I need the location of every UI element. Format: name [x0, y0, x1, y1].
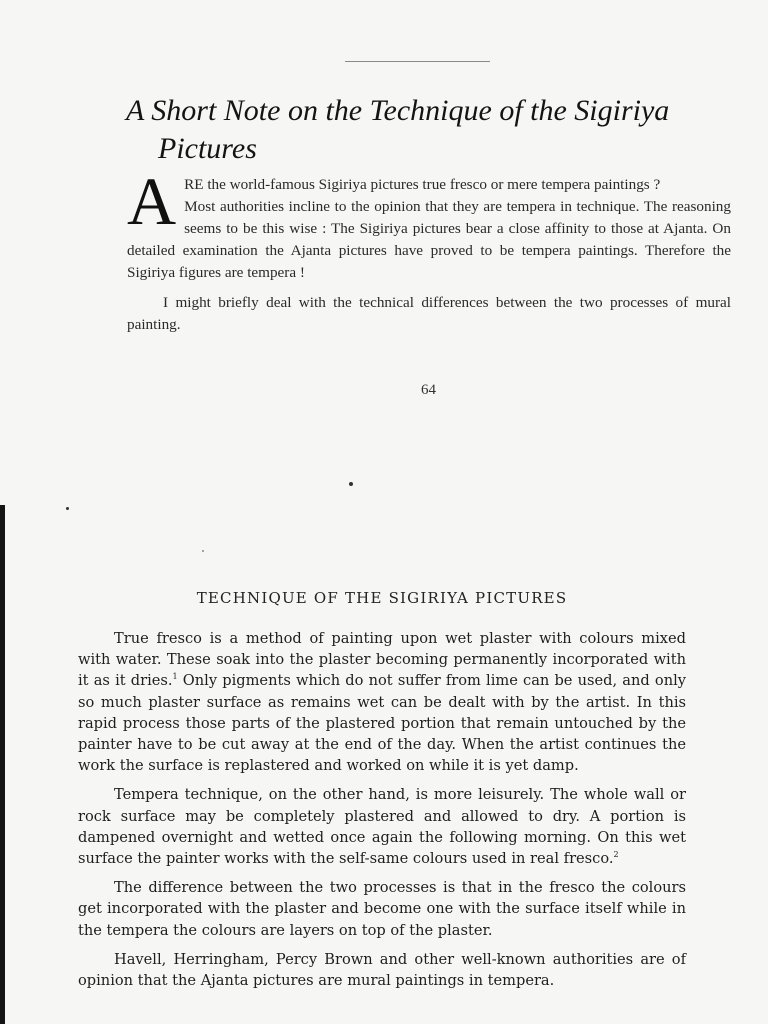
paragraph-2: Most authorities incline to the opinion that they are tempera in technique. The reasoning seems to be this wise : The Sigiriya pictures bear a close affinity to those at Ajanta. On detailed examination the Ajanta pictures have proved to be tempera paintings. Therefore the Sigiriya figures are tempera ! [127, 198, 731, 281]
page-number: 64 [421, 382, 436, 398]
section-title: TECHNIQUE OF THE SIGIRIYA PICTURES [196, 589, 568, 607]
paragraph-difference: The difference between the two processes is that in the fresco the colours get incorporated with the plaster and become one with the surface itself while in the tempera the colours are layers on top of the plaster. [78, 879, 686, 939]
footnote-marker: 2 [613, 850, 619, 860]
title-line-2: Pictures [158, 132, 257, 165]
ink-speck [66, 507, 69, 510]
page2-body [78, 628, 686, 999]
paragraph-fresco-text-b: Only pigments which do not suffer from lime can be used, and only so much plaster surface as remains wet can be dealt with by the artist. In this rapid process those parts of the plastered portion that remain untouched by the painter have to be cut away at the end of the day. When the artist continues the work the surface is replastered and worked on while it is yet damp. [78, 672, 687, 775]
paragraph-tempera-text: Tempera technique, on the other hand, is more leisurely. The whole wall or rock surface may be completely plastered and allowed to dry. A portion is dampened overnight and wetted once again the following morning. On this wet surface the painter works with the self-same colours used in real fresco. [78, 786, 686, 868]
footnote-marker: 1 [172, 672, 178, 682]
paragraph-authorities: Havell, Herringham, Percy Brown and other well-known authorities are of opinion that the Ajanta pictures are mural paintings in tempera. [78, 950, 686, 990]
drop-cap: A [127, 163, 177, 239]
paragraph-tempera [78, 784, 686, 869]
title-line-1: A Short Note on the Technique of the Sigiriya [126, 94, 670, 127]
ink-speck [202, 550, 204, 552]
paragraph-fresco-text-a: True fresco is a method of painting upon wet plaster with colours mixed with water. These soak into the plaster becoming permanently incorporated with it as it dries. [78, 630, 686, 690]
paragraph-1 [127, 163, 731, 239]
page-title [126, 92, 746, 168]
header-rule [345, 61, 490, 62]
ink-speck [349, 482, 353, 486]
paragraph-3: I might briefly deal with the technical differences between the two processes of mural painting. [127, 294, 731, 333]
page1-body [127, 163, 731, 336]
paragraph-1-text: RE the world-famous Sigiriya pictures true fresco or mere tempera paintings ? [184, 176, 661, 193]
page-edge-bar [0, 505, 5, 1024]
paragraph-fresco [78, 628, 686, 776]
